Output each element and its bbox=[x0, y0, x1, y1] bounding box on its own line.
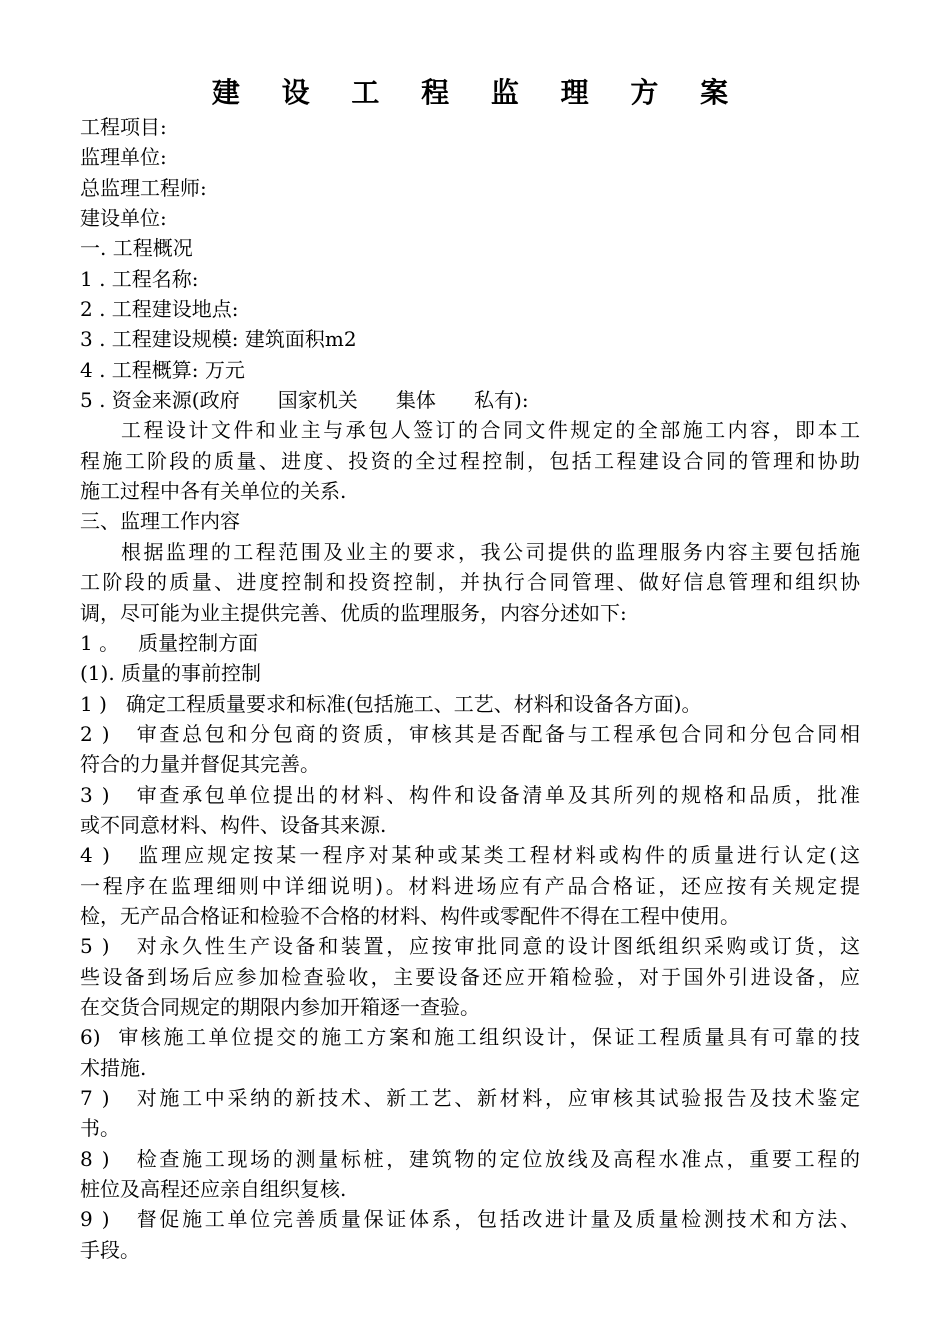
section-heading-overview: 一. 工程概况 bbox=[80, 236, 193, 261]
list-item-continued: 术措施. bbox=[80, 1055, 147, 1080]
list-item-continued: 手段。 bbox=[80, 1237, 140, 1262]
field-supervision-unit: 监理单位: bbox=[80, 145, 167, 170]
list-item-continued: 在交货合同规定的期限内参加开箱逐一查验。 bbox=[80, 994, 480, 1019]
paragraph-line: 调，尽可能为业主提供完善、优质的监理服务，内容分述如下: bbox=[80, 600, 627, 625]
overview-item-budget: 4 . 工程概算: 万元 bbox=[80, 357, 245, 382]
list-item-continued: 一程序在监理细则中详细说明)。材料进场应有产品合格证，还应按有关规定提 bbox=[80, 873, 860, 898]
field-construction-unit: 建设单位: bbox=[80, 206, 167, 231]
paragraph-line: 根据监理的工程范围及业主的要求，我公司提供的监理服务内容主要包括施 bbox=[121, 539, 860, 564]
paragraph-line: 施工过程中各有关单位的关系. bbox=[80, 479, 347, 504]
overview-item-funding: 5 . 资金来源(政府 国家机关 集体 私有): bbox=[80, 388, 529, 413]
paragraph-line: 工阶段的质量、进度控制和投资控制，并执行合同管理、做好信息管理和组织协 bbox=[80, 570, 860, 595]
list-item-continued: 符合的力量并督促其完善。 bbox=[80, 752, 320, 777]
field-chief-engineer: 总监理工程师: bbox=[80, 175, 207, 200]
paragraph-line: 程施工阶段的质量、进度、投资的全过程控制，包括工程建设合同的管理和协助 bbox=[80, 448, 860, 473]
subsection-heading-pre-control: (1). 质量的事前控制 bbox=[80, 661, 262, 686]
document-page bbox=[80, 76, 860, 1265]
section-heading-work-content: 三、监理工作内容 bbox=[80, 509, 240, 534]
overview-item-name: 1 . 工程名称: bbox=[80, 266, 199, 291]
paragraph-line: 工程设计文件和业主与承包人签订的合同文件规定的全部施工内容，即本工 bbox=[121, 418, 860, 443]
document-title: 建 设 工 程 监 理 方 案 bbox=[211, 76, 745, 109]
list-item-continued: 书。 bbox=[80, 1116, 120, 1141]
list-item: 1 ) 确定工程质量要求和标准(包括施工、工艺、材料和设备各方面)。 bbox=[80, 691, 702, 716]
list-item: 7 ) 对施工中采纳的新技术、新工艺、新材料，应审核其试验报告及技术鉴定 bbox=[80, 1086, 860, 1110]
list-item: 5 ) 对永久性生产设备和装置，应按审批同意的设计图纸组织采购或订货，这 bbox=[80, 934, 860, 959]
overview-item-location: 2 . 工程建设地点: bbox=[80, 297, 239, 322]
list-item-continued: 桩位及高程还应亲自组织复核. bbox=[80, 1177, 347, 1202]
list-item-continued: 些设备到场后应参加检查验收，主要设备还应开箱检验，对于国外引进设备，应 bbox=[80, 964, 860, 989]
list-item-continued: 检，无产品合格证和检验不合格的材料、构件或零配件不得在工程中使用。 bbox=[80, 903, 740, 928]
list-item: 9 ) 督促施工单位完善质量保证体系，包括改进计量及质量检测技术和方法、 bbox=[80, 1207, 860, 1232]
list-item: 6) 审核施工单位提交的施工方案和施工组织设计，保证工程质量具有可靠的技 bbox=[80, 1025, 860, 1050]
list-item: 8 ) 检查施工现场的测量标桩，建筑物的定位放线及高程水准点，重要工程的 bbox=[80, 1146, 860, 1171]
list-item-continued: 或不同意材料、构件、设备其来源. bbox=[80, 812, 387, 837]
overview-item-scale: 3 . 工程建设规模: 建筑面积m2 bbox=[80, 327, 357, 352]
list-item: 4 ) 监理应规定按某一程序对某种或某类工程材料或构件的质量进行认定(这 bbox=[80, 843, 860, 868]
subsection-heading-quality: 1 。 质量控制方面 bbox=[80, 630, 259, 655]
list-item: 2 ) 审查总包和分包商的资质，审核其是否配备与工程承包合同和分包合同相 bbox=[80, 721, 860, 746]
field-project: 工程项目: bbox=[80, 115, 167, 139]
list-item: 3 ) 审查承包单位提出的材料、构件和设备清单及其所列的规格和品质，批准 bbox=[80, 782, 860, 807]
